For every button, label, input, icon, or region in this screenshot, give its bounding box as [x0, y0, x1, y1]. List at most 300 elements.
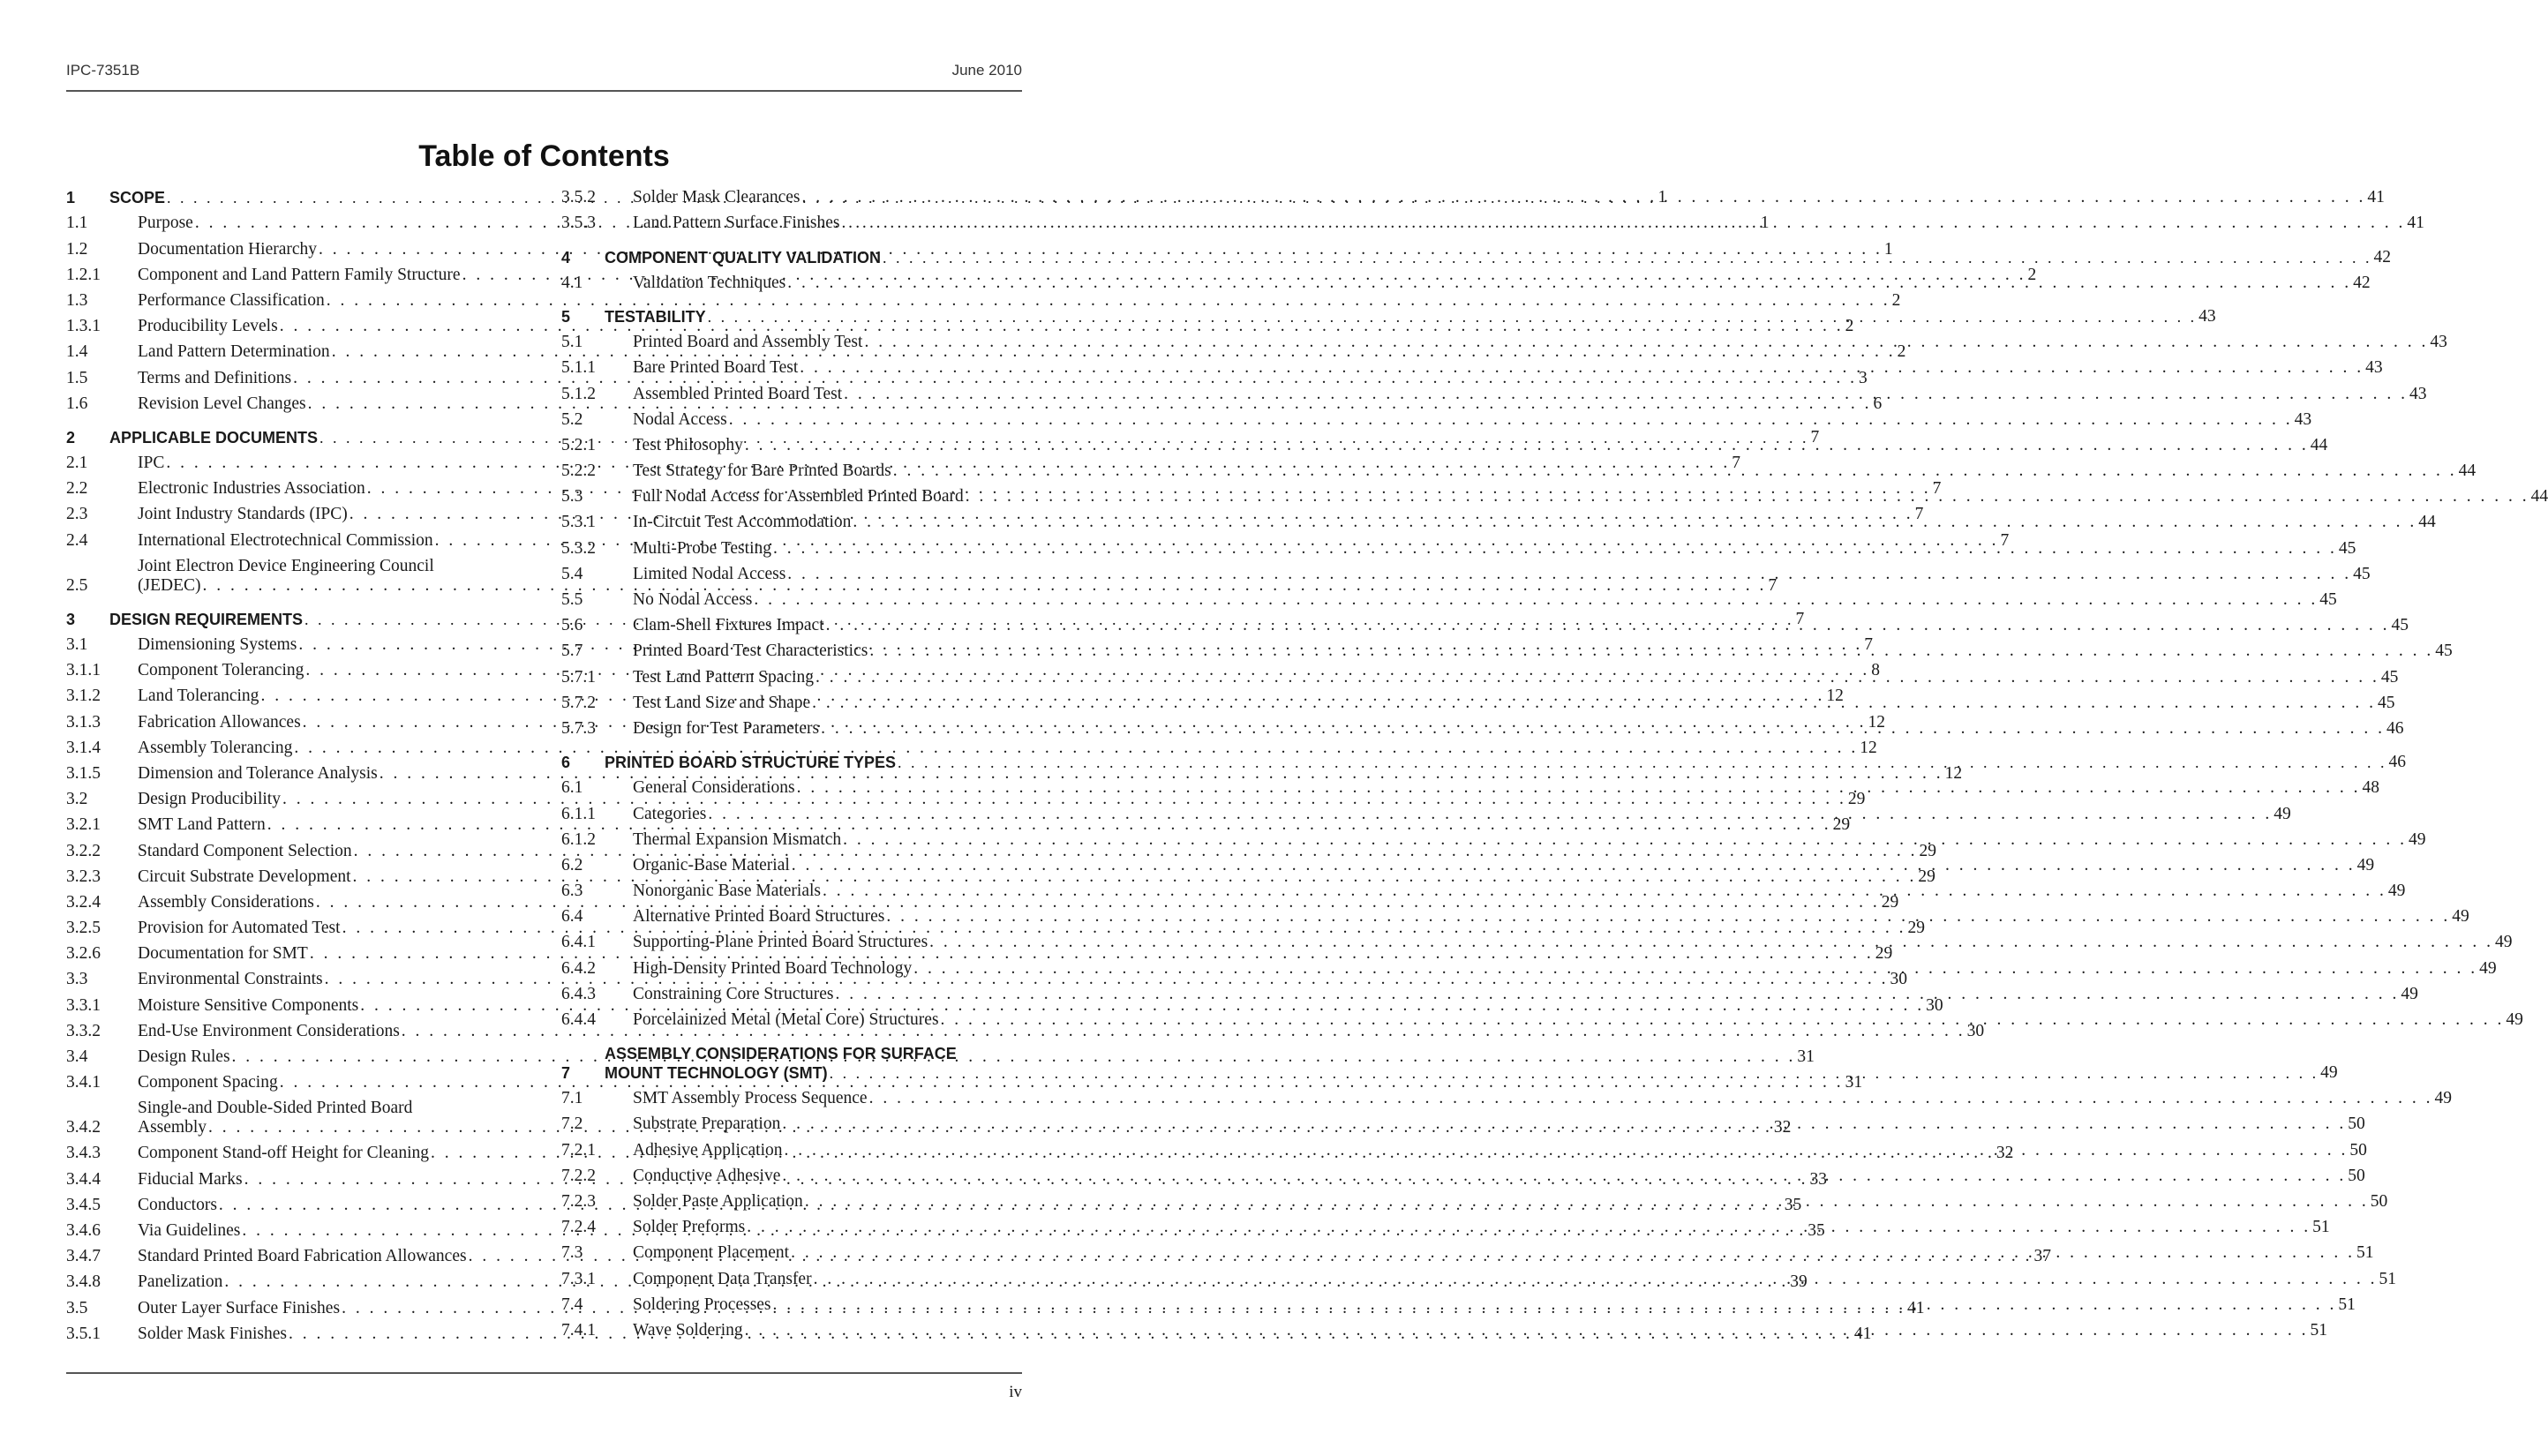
- dot-leader: [797, 778, 2361, 798]
- toc-entry-page: 6: [1873, 394, 1883, 413]
- toc-entry-title: Via Guidelines: [138, 1220, 241, 1240]
- dot-leader: [864, 333, 2428, 352]
- toc-entry-page: 51: [2338, 1295, 2356, 1314]
- toc-entry-number: 5.2.2: [561, 462, 596, 481]
- toc-entry-page: 46: [2388, 753, 2407, 772]
- toc-entry-title: Nodal Access: [633, 409, 727, 429]
- toc-entry-page: 44: [2530, 487, 2548, 507]
- toc-entry: [561, 664, 2399, 689]
- dot-leader: [844, 385, 2408, 404]
- toc-entry-page: 7: [1932, 479, 1942, 499]
- toc-entry-number: 3.2.2: [66, 841, 101, 860]
- toc-entry-title: International Electrotechnical Commission: [138, 530, 433, 550]
- toc-entry-page: 45: [2380, 667, 2399, 687]
- toc-entry-number: 5.1.2: [561, 384, 596, 403]
- toc-entry-number: 3.3: [66, 970, 88, 989]
- toc-entry-page: 49: [2506, 1010, 2523, 1029]
- toc-entry-number: 5.1.1: [561, 358, 596, 378]
- toc-entry-title: SMT Land Pattern: [138, 815, 266, 835]
- toc-entry-title: Solder Mask Finishes: [138, 1324, 288, 1343]
- toc-entry-page: 49: [2452, 907, 2469, 927]
- toc-entry-number: 3.3.1: [66, 995, 101, 1015]
- toc-entry-number: 5.7: [561, 642, 583, 661]
- toc-entry-page: 29: [1907, 919, 1925, 938]
- toc-entry-page: 43: [2409, 384, 2427, 403]
- toc-entry-title: Bare Printed Board Test: [633, 358, 799, 378]
- toc-entry: [561, 535, 2356, 560]
- dot-leader: [830, 1063, 2319, 1083]
- toc-entry-number: 7.3: [561, 1243, 583, 1263]
- toc-entry-page: 50: [2370, 1191, 2388, 1211]
- toc-entry-page: 42: [2373, 247, 2391, 266]
- toc-entry-page: 42: [2353, 273, 2371, 292]
- toc-entry-title-continued: Assembly: [138, 1118, 207, 1137]
- toc-entry-number: 3.1.4: [66, 738, 101, 757]
- dot-leader: [782, 1115, 2346, 1134]
- toc-entry-page: 7: [1795, 609, 1805, 628]
- toc-entry-number: 4.1: [561, 273, 583, 292]
- toc-entry-page: 7: [1810, 427, 1820, 447]
- toc-entry-title: Test Land Pattern Spacing: [633, 667, 814, 687]
- toc-entry-title: Moisture Sensitive Components: [138, 995, 359, 1015]
- toc-entry-title: Conductors: [138, 1195, 217, 1214]
- dot-leader: [869, 1089, 2433, 1108]
- toc-entry-page: 49: [2495, 933, 2513, 952]
- toc-entry-number: 6.1: [561, 778, 583, 798]
- toc-entry-page: 50: [2349, 1140, 2367, 1160]
- toc-section-heading: [561, 304, 2216, 329]
- toc-entry-page: 45: [2378, 693, 2395, 712]
- toc-entry-title: Performance Classification: [138, 290, 325, 310]
- toc-entry-page: 35: [1784, 1195, 1802, 1214]
- toc-entry-title: SMT Assembly Process Sequence: [633, 1089, 868, 1108]
- toc-entry-title: Joint Industry Standards (IPC): [138, 505, 348, 524]
- toc-entry-page: 50: [2348, 1115, 2365, 1134]
- toc-entry-page: 32: [1996, 1144, 2014, 1163]
- toc-entry-page: 31: [1845, 1073, 1863, 1092]
- toc-entry-page: 1: [1760, 214, 1770, 233]
- toc-entry-number: 5.5: [561, 590, 583, 609]
- toc-entry-title: Assembled Printed Board Test: [633, 384, 843, 403]
- toc-entry-number: 1.4: [66, 342, 88, 362]
- toc-entry-page: 41: [1853, 1324, 1872, 1343]
- toc-entry-title: Validation Techniques: [633, 273, 786, 292]
- toc-entry-number: 3.4.6: [66, 1220, 101, 1240]
- dot-leader: [708, 307, 2198, 326]
- toc-entry-number: 2.1: [66, 454, 88, 473]
- toc-entry-number: 7.4.1: [561, 1320, 596, 1340]
- toc-entry-title: No Nodal Access: [633, 590, 753, 609]
- dot-leader: [812, 694, 2376, 713]
- toc-entry-page: 29: [1918, 867, 1935, 886]
- toc-entry-page: 31: [1797, 1047, 1815, 1066]
- toc-entry-title: Assembly Tolerancing: [138, 738, 293, 757]
- toc-entry: [561, 561, 2371, 587]
- toc-entry-title: Full Nodal Access for Assembled Printed Board: [633, 487, 964, 507]
- toc-entry-page: 12: [1868, 712, 1886, 732]
- dot-leader: [929, 933, 2493, 952]
- dot-leader: [754, 590, 2318, 610]
- toc-entry-title-continued: (JEDEC): [138, 575, 201, 595]
- toc-entry-title: Thermal Expansion Mismatch: [633, 829, 842, 849]
- toc-entry-title: Design Producibility: [138, 790, 281, 809]
- toc-entry-title: Component Tolerancing: [138, 661, 304, 680]
- toc-entry-title: PRINTED BOARD STRUCTURE TYPES: [605, 754, 897, 772]
- toc-entry: [561, 432, 2328, 458]
- toc-entry-title: Component Spacing: [138, 1073, 278, 1092]
- toc-entry-number: 3.4.1: [66, 1073, 101, 1092]
- toc-entry: [561, 484, 2548, 509]
- toc-entry-number: 3.2.4: [66, 892, 101, 912]
- dot-leader: [729, 410, 2293, 430]
- toc-entry-number: 3.1.1: [66, 661, 101, 680]
- dot-leader: [800, 358, 2364, 378]
- toc-entry-title: High-Density Printed Board Technology: [633, 958, 913, 978]
- toc-entry-number: 3.4.3: [66, 1144, 101, 1163]
- toc-entry-page: 51: [2310, 1320, 2327, 1340]
- toc-entry-number: 3.1.3: [66, 712, 101, 732]
- toc-entry-number: 2.3: [66, 505, 88, 524]
- toc-entry-number: 7.1: [561, 1089, 583, 1108]
- toc-entry-title: Purpose: [138, 214, 193, 233]
- toc-entry-number: 3.4: [66, 1047, 88, 1066]
- footer-rule: [66, 1372, 1022, 1374]
- dot-leader: [843, 830, 2407, 850]
- toc-entry-number: 7.2: [561, 1115, 583, 1134]
- toc-entry-title: Land Pattern Determination: [138, 342, 330, 362]
- page-number: iv: [1009, 1383, 1022, 1401]
- toc-entry-number: 3.2.3: [66, 867, 101, 886]
- toc-entry: [561, 270, 2371, 296]
- dot-leader: [805, 1192, 2369, 1212]
- toc-entry-title: Soldering Processes: [633, 1295, 771, 1314]
- toc-entry-title: General Considerations: [633, 778, 795, 798]
- dot-leader: [853, 513, 2416, 532]
- toc-entry-title: Component Placement: [633, 1243, 790, 1263]
- toc-entry: [561, 612, 2409, 638]
- toc-entry-number: 7.2.3: [561, 1191, 596, 1211]
- toc-entry-number: 1.3.1: [66, 317, 101, 336]
- toc-entry-page: 7: [2000, 530, 2010, 550]
- toc-entry: [561, 1085, 2452, 1111]
- toc-entry-title-continued: MOUNT TECHNOLOGY (SMT): [605, 1064, 828, 1082]
- toc-entry-page: 35: [1808, 1220, 1825, 1240]
- toc-entry-title: Component Stand-off Height for Cleaning: [138, 1144, 430, 1163]
- toc-entry-title: Terms and Definitions: [138, 368, 292, 387]
- toc-entry-title: Outer Layer Surface Finishes: [138, 1298, 341, 1317]
- toc-entry-page: 30: [1926, 995, 1943, 1015]
- toc-entry-number: 4: [561, 248, 571, 266]
- toc-section-heading: [561, 244, 2391, 269]
- toc-entry-title: Substrate Preparation: [633, 1115, 781, 1134]
- dot-leader: [869, 642, 2433, 661]
- toc-entry-title: Standard Component Selection: [138, 841, 352, 860]
- toc-entry-number: 1.2.1: [66, 265, 101, 284]
- toc-entry-page: 2: [1897, 342, 1906, 362]
- toc-entry-number: 5.6: [561, 616, 583, 635]
- dot-leader: [886, 907, 2450, 927]
- dot-leader: [883, 248, 2372, 267]
- toc-entry: [66, 735, 1877, 761]
- toc-entry-page: 45: [2435, 642, 2453, 661]
- toc-entry-page: 44: [2418, 513, 2436, 532]
- toc-entry-title: In-Circuit Test Accommodation: [633, 513, 852, 532]
- toc-entry-title: Constraining Core Structures: [633, 984, 834, 1003]
- toc-entry-number: 3.5.1: [66, 1324, 101, 1343]
- toc-entry-title: Test Land Size and Shape: [633, 693, 811, 712]
- toc-entry-number: 3.2.5: [66, 919, 101, 938]
- toc-entry-number: 3.1.5: [66, 763, 101, 783]
- toc-entry-page: 7: [1914, 505, 1924, 524]
- dot-leader: [708, 805, 2272, 824]
- toc-entry-number: 6.1.1: [561, 804, 596, 823]
- toc-entry: [561, 458, 2477, 484]
- toc-entry-number: 3.4.7: [66, 1247, 101, 1266]
- toc-entry-page: 49: [2320, 1063, 2338, 1082]
- toc-entry-page: 43: [2430, 333, 2447, 352]
- toc-entry-page: 2: [2027, 265, 2037, 284]
- toc-entry-number: 5.7.3: [561, 718, 596, 738]
- toc-entry-title: Clam-Shell Fixtures Impact: [633, 616, 824, 635]
- toc-entry-title: Organic-Base Material: [633, 855, 790, 874]
- toc-entry-title: Design for Test Parameters: [633, 718, 820, 738]
- toc-entry-title: Adhesive Application: [633, 1140, 783, 1160]
- dot-leader: [787, 274, 2351, 293]
- toc-entry-page: 29: [1847, 790, 1866, 809]
- toc-entry-number: 7.4: [561, 1295, 583, 1314]
- toc-entry-number: 6.4.1: [561, 933, 596, 952]
- toc-entry-title: COMPONENT QUALITY VALIDATION: [605, 248, 881, 266]
- toc-entry-page: 30: [1890, 970, 1907, 989]
- toc-entry-title: Porcelainized Metal (Metal Core) Structures: [633, 1010, 939, 1029]
- toc-entry-title: Panelization: [138, 1272, 223, 1292]
- dot-leader: [898, 753, 2387, 772]
- dot-leader: [745, 436, 2309, 455]
- toc-entry-title: Nonorganic Base Materials: [633, 882, 821, 901]
- toc-entry-title: TESTABILITY: [605, 307, 706, 326]
- toc-entry-title: Dimension and Tolerance Analysis: [138, 763, 378, 783]
- toc-entry-title: Fiducial Marks: [138, 1169, 243, 1189]
- dot-leader: [787, 565, 2351, 584]
- toc-entry-number: 6.4: [561, 907, 583, 927]
- toc-entry-page: 2: [1845, 317, 1854, 336]
- toc-entry-page: 41: [2407, 214, 2424, 233]
- toc-entry-page: 1: [1883, 239, 1893, 259]
- toc-entry-title: Single-and Double-Sided Printed Board: [138, 1099, 413, 1118]
- toc-entry-number: 2: [66, 428, 76, 447]
- toc-entry-number: 5.2.1: [561, 435, 596, 454]
- toc-entry-page: 46: [2386, 718, 2404, 738]
- toc-entry-page: 29: [1881, 892, 1899, 912]
- dot-leader: [791, 1243, 2355, 1263]
- toc-entry-number: 3.2.1: [66, 815, 101, 835]
- toc-entry-number: 5.3.2: [561, 538, 596, 558]
- toc-entry-number: 5.1: [561, 333, 583, 352]
- toc-entry-page: 49: [2401, 984, 2418, 1003]
- toc-entry-title: Design Rules: [138, 1047, 230, 1066]
- toc-entry-number: 7: [561, 1064, 571, 1082]
- toc-entry-title: ASSEMBLY CONSIDERATIONS FOR SURFACE: [605, 1045, 957, 1062]
- dot-leader: [747, 1218, 2311, 1237]
- toc-entry-title: Supporting-Plane Printed Board Structures: [633, 933, 928, 952]
- toc-entry-number: 5.7.2: [561, 693, 596, 712]
- toc-entry: [561, 638, 2453, 664]
- toc-entry-number: 3.4.2: [66, 1118, 101, 1137]
- toc-entry-page: 7: [1768, 575, 1778, 595]
- toc-entry-page: 45: [2338, 538, 2356, 558]
- toc-entry-page: 43: [2365, 358, 2383, 378]
- toc-entry-title: DESIGN REQUIREMENTS: [109, 610, 304, 628]
- toc-entry-page: 45: [2353, 564, 2371, 583]
- toc-entry-page: 43: [2294, 409, 2312, 429]
- toc-entry-title: Fabrication Allowances: [138, 712, 301, 732]
- toc-entry-title: Documentation Hierarchy: [138, 239, 318, 259]
- toc-entry: [561, 1317, 2327, 1343]
- toc-entry-number: 3: [66, 610, 76, 628]
- dot-leader: [814, 1270, 2378, 1289]
- dot-leader: [842, 214, 2406, 233]
- toc-entry-title: Solder Preforms: [633, 1218, 746, 1237]
- dot-leader: [745, 1321, 2309, 1340]
- toc-entry-title: Land Tolerancing: [138, 687, 259, 706]
- toc-entry-page: 29: [1832, 815, 1851, 835]
- toc-entry-page: 41: [1906, 1298, 1925, 1317]
- toc-entry-number: 1.3: [66, 290, 88, 310]
- toc-entry-number: 6.2: [561, 855, 583, 874]
- toc-entry-number: 1.5: [66, 368, 88, 387]
- toc-entry-title: Circuit Substrate Development: [138, 867, 351, 886]
- toc-entry-title: Limited Nodal Access: [633, 564, 786, 583]
- toc-entry-number: 3.5: [66, 1298, 88, 1317]
- toc-entry-title: Component and Land Pattern Family Structure: [138, 265, 461, 284]
- toc-entry-number: 5.4: [561, 564, 583, 583]
- toc-entry-number: 1.1: [66, 214, 88, 233]
- toc-entry-page: 37: [2033, 1247, 2051, 1266]
- toc-entry: [561, 210, 2424, 236]
- toc-entry-number: 7.2.2: [561, 1166, 596, 1185]
- toc-entry-title: Test Strategy for Bare Printed Boards: [633, 462, 891, 481]
- dot-leader: [893, 462, 2457, 481]
- toc-entry-title: SCOPE: [109, 189, 166, 207]
- toc-entry-title: Alternative Printed Board Structures: [633, 907, 885, 927]
- toc-entry-page: 51: [2356, 1243, 2374, 1263]
- toc-entry-number: 3.2: [66, 790, 88, 809]
- toc-entry-title: End-Use Environment Considerations: [138, 1021, 400, 1040]
- toc-entry-number: 3.4.8: [66, 1272, 101, 1292]
- toc-entry-page: 29: [1919, 841, 1937, 860]
- dot-leader: [792, 856, 2356, 875]
- document-id: IPC-7351B: [66, 62, 140, 79]
- dot-leader: [966, 487, 2529, 507]
- toc-entry-number: 6.1.2: [561, 829, 596, 849]
- toc-entry-page: 39: [1790, 1272, 1808, 1292]
- toc-entry-page: 48: [2362, 778, 2379, 798]
- toc-entry: [561, 509, 2436, 535]
- toc-entry-number: 3.3.2: [66, 1021, 101, 1040]
- toc-entry-title: Electronic Industries Association: [138, 479, 365, 499]
- dot-leader: [835, 985, 2399, 1004]
- toc-entry-title: Provision for Automated Test: [138, 919, 341, 938]
- toc-entry-title: Environmental Constraints: [138, 970, 323, 989]
- toc-entry-number: 7.2.1: [561, 1140, 596, 1160]
- toc-entry-page: 51: [2379, 1269, 2396, 1288]
- dot-leader: [782, 1167, 2346, 1186]
- toc-entry-page: 30: [1966, 1021, 1985, 1040]
- toc-entry-page: 45: [2319, 590, 2337, 609]
- toc-entry-page: 32: [1773, 1118, 1792, 1137]
- dot-leader: [823, 882, 2386, 901]
- toc-entry-title: Component Data Transfer: [633, 1269, 812, 1288]
- toc-entry-number: 2.2: [66, 479, 88, 499]
- toc-entry-title: Revision Level Changes: [138, 394, 306, 413]
- toc-entry-title: Test Philosophy: [633, 435, 743, 454]
- toc-entry-page: 49: [2434, 1089, 2452, 1108]
- toc-entry-number: 2.4: [66, 530, 88, 550]
- dot-leader: [913, 959, 2477, 979]
- toc-entry-title: Printed Board and Assembly Test: [633, 333, 863, 352]
- toc-entry-title: Standard Printed Board Fabrication Allowances: [138, 1247, 467, 1266]
- toc-entry-number: 6.4.3: [561, 984, 596, 1003]
- toc-entry-page: 3: [1858, 368, 1868, 387]
- toc-entry-title: Joint Electron Device Engineering Council: [138, 556, 434, 575]
- page-title: Table of Contents: [418, 139, 670, 173]
- dot-leader: [826, 616, 2390, 635]
- toc-entry-number: 3.1.2: [66, 687, 101, 706]
- toc-entry-title: Conductive Adhesive: [633, 1166, 781, 1185]
- toc-entry-page: 49: [2409, 829, 2426, 849]
- toc-entry-number: 7.3.1: [561, 1269, 596, 1288]
- dot-leader: [773, 1295, 2337, 1315]
- toc-entry-page: 33: [1809, 1169, 1827, 1189]
- toc-entry-page: 49: [2387, 882, 2406, 901]
- toc-entry-page: 8: [1871, 661, 1880, 680]
- toc-entry-number: 5.3: [561, 487, 583, 507]
- toc-entry-page: 44: [2458, 462, 2477, 481]
- toc-entry-title: Multi-Probe Testing: [633, 538, 771, 558]
- toc-entry-page: 1: [1657, 188, 1667, 207]
- toc-entry: [561, 184, 2385, 210]
- toc-entry-title: Documentation for SMT: [138, 944, 308, 964]
- toc-entry-number: 5.3.1: [561, 513, 596, 532]
- toc-entry-number: 6.4.2: [561, 958, 596, 978]
- toc-entry-number: 3.1: [66, 635, 88, 654]
- toc-entry-title: IPC: [138, 454, 165, 473]
- toc-entry-page: 2: [1891, 290, 1901, 310]
- toc-entry: [66, 288, 1901, 313]
- toc-entry-number: 5.2: [561, 409, 583, 429]
- toc-entry-page: 12: [1944, 763, 1963, 783]
- toc-entry-number: 5.7.1: [561, 667, 596, 687]
- dot-leader: [941, 1010, 2505, 1030]
- toc-entry-title: Solder Paste Application: [633, 1191, 803, 1211]
- toc-entry-title: Dimensioning Systems: [138, 635, 297, 654]
- dot-leader: [816, 668, 2379, 687]
- toc-entry-number: 5: [561, 307, 571, 326]
- toc-entry-title: Land Pattern Surface Finishes: [633, 214, 840, 233]
- toc-entry-page: 7: [1864, 635, 1874, 654]
- toc-entry-page: 12: [1860, 738, 1877, 757]
- toc-entry-page: 29: [1875, 944, 1893, 964]
- toc-entry-number: 2.5: [66, 575, 88, 595]
- toc-entry-page: 43: [2198, 306, 2216, 326]
- toc-entry-title: Printed Board Test Characteristics: [633, 642, 868, 661]
- toc-entry-number: 3.4.4: [66, 1169, 101, 1189]
- toc-entry-title: Categories: [633, 804, 707, 823]
- toc-entry-number: 6: [561, 754, 571, 772]
- toc-entry-page: 51: [2312, 1218, 2330, 1237]
- toc-entry-number: 1.6: [66, 394, 88, 413]
- toc-entry-number: 3.5.2: [561, 188, 596, 207]
